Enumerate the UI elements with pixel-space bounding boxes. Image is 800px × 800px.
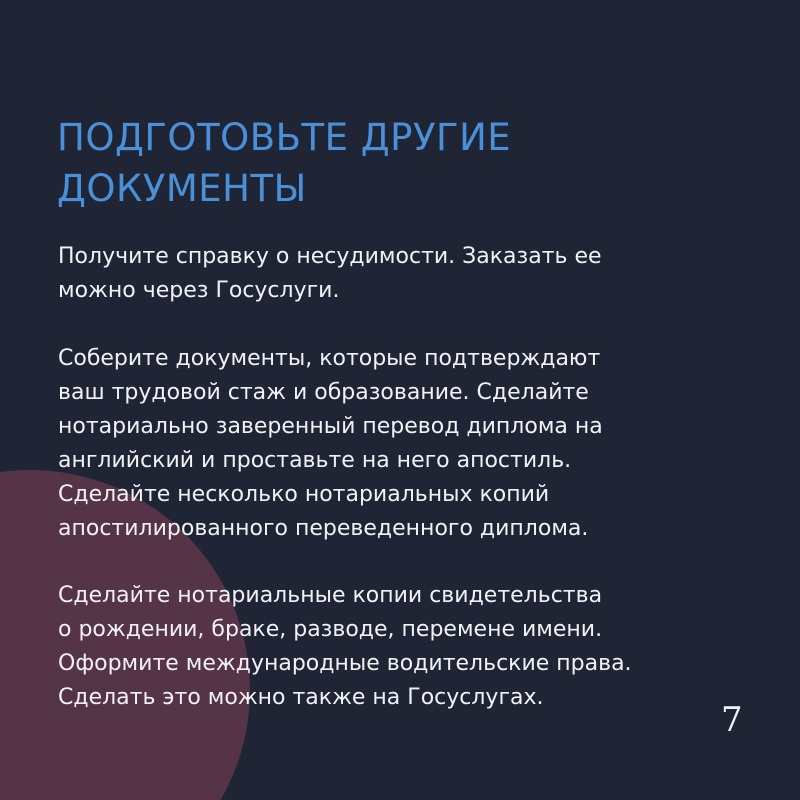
paragraph-work-education-docs [58,342,758,546]
paragraph-certificates-license [58,579,758,715]
paragraph-line: Получите справку о несудимости. Заказать ее [58,244,602,269]
paragraph-line: о рождении, браке, разводе, перемене имени. [58,617,603,642]
slide-title-line: ДОКУМЕНТЫ [57,167,307,210]
paragraph-line: апостилированного переведенного диплома. [58,516,589,541]
paragraph-criminal-record [58,240,758,308]
paragraph-line: английский и проставьте на него апостиль. [58,448,572,473]
paragraph-line: нотариально заверенный перевод диплома на [58,414,603,439]
paragraph-line: Сделайте нотариальные копии свидетельства [58,583,603,608]
paragraph-line: ваш трудовой стаж и образование. Сделайте [58,380,589,405]
slide-title-line: ПОДГОТОВЬТЕ ДРУГИЕ [57,116,512,159]
page-number: 7 [721,700,743,740]
slide-title [57,112,757,214]
paragraph-line: Оформите международные водительские права. [58,651,632,676]
paragraph-line: Сделать это можно также на Госуслугах. [58,685,544,710]
paragraph-line: Сделайте несколько нотариальных копий [58,482,550,507]
paragraph-line: можно через Госуслуги. [58,278,340,303]
paragraph-line: Соберите документы, которые подтверждают [58,346,601,371]
